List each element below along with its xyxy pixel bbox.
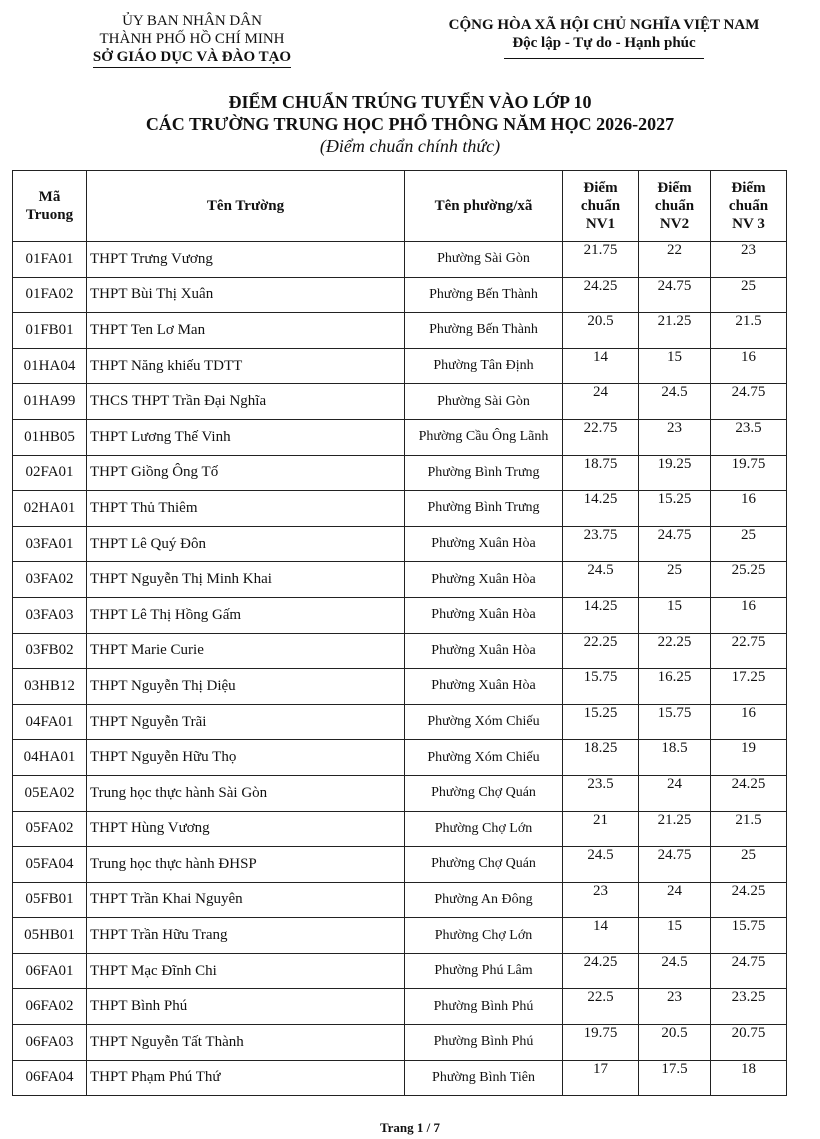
table-row bbox=[13, 882, 787, 918]
school-name-cell: THPT Lương Thế Vinh bbox=[87, 419, 405, 455]
school-code-cell: 05HB01 bbox=[13, 918, 87, 954]
col-header-nv3: Điểm chuẩn NV 3 bbox=[711, 171, 787, 242]
score-nv1-cell: 18.75 bbox=[563, 455, 639, 491]
national-header bbox=[418, 16, 790, 59]
score-nv1-cell: 15.75 bbox=[563, 669, 639, 705]
title-line-2: CÁC TRƯỜNG TRUNG HỌC PHỔ THÔNG NĂM HỌC 2026-2027 bbox=[145, 114, 675, 134]
school-name-cell: THPT Phạm Phú Thứ bbox=[87, 1060, 405, 1096]
score-nv1-cell: 20.5 bbox=[563, 313, 639, 349]
school-code-cell: 05FA02 bbox=[13, 811, 87, 847]
ward-cell: Phường Xóm Chiếu bbox=[405, 740, 563, 776]
school-code-cell: 01FA02 bbox=[13, 277, 87, 313]
school-name-cell: THPT Trưng Vương bbox=[87, 242, 405, 278]
school-name-cell: THPT Ten Lơ Man bbox=[87, 313, 405, 349]
ward-cell: Phường An Đông bbox=[405, 882, 563, 918]
table-row bbox=[13, 633, 787, 669]
school-code-cell: 05FB01 bbox=[13, 882, 87, 918]
ward-cell: Phường Bình Trưng bbox=[405, 455, 563, 491]
score-nv3-cell: 25 bbox=[711, 277, 787, 313]
table-header-row bbox=[13, 171, 787, 242]
score-nv3-cell: 24.75 bbox=[711, 384, 787, 420]
table-row bbox=[13, 562, 787, 598]
table-row bbox=[13, 597, 787, 633]
score-nv1-cell: 24.5 bbox=[563, 847, 639, 883]
school-code-cell: 05FA04 bbox=[13, 847, 87, 883]
school-name-cell: THPT Trần Hữu Trang bbox=[87, 918, 405, 954]
school-code-cell: 03FA01 bbox=[13, 526, 87, 562]
score-nv1-cell: 24.25 bbox=[563, 953, 639, 989]
score-nv2-cell: 15 bbox=[639, 918, 711, 954]
score-nv1-cell: 22.75 bbox=[563, 419, 639, 455]
score-nv1-cell: 15.25 bbox=[563, 704, 639, 740]
national-motto: Độc lập - Tự do - Hạnh phúc bbox=[504, 34, 703, 59]
col-header-school: Tên Trường bbox=[87, 171, 405, 242]
issuer-line-1: ỦY BAN NHÂN DÂN bbox=[122, 13, 262, 29]
score-nv2-cell: 25 bbox=[639, 562, 711, 598]
score-nv3-cell: 24.25 bbox=[711, 882, 787, 918]
score-nv2-cell: 24 bbox=[639, 882, 711, 918]
school-code-cell: 06FA04 bbox=[13, 1060, 87, 1096]
score-nv2-cell: 24.75 bbox=[639, 847, 711, 883]
table-row bbox=[13, 242, 787, 278]
col-header-nv1: Điểm chuẩn NV1 bbox=[563, 171, 639, 242]
table-row bbox=[13, 491, 787, 527]
table-row bbox=[13, 669, 787, 705]
score-nv3-cell: 24.75 bbox=[711, 953, 787, 989]
score-nv3-cell: 18 bbox=[711, 1060, 787, 1096]
score-nv1-cell: 14.25 bbox=[563, 491, 639, 527]
school-code-cell: 03FA03 bbox=[13, 597, 87, 633]
table-row bbox=[13, 847, 787, 883]
school-name-cell: THPT Bình Phú bbox=[87, 989, 405, 1025]
score-nv2-cell: 19.25 bbox=[639, 455, 711, 491]
score-nv3-cell: 20.75 bbox=[711, 1025, 787, 1061]
score-nv1-cell: 14 bbox=[563, 918, 639, 954]
ward-cell: Phường Bình Phú bbox=[405, 989, 563, 1025]
score-nv2-cell: 22.25 bbox=[639, 633, 711, 669]
score-nv3-cell: 19 bbox=[711, 740, 787, 776]
ward-cell: Phường Phú Lâm bbox=[405, 953, 563, 989]
school-code-cell: 02HA01 bbox=[13, 491, 87, 527]
school-name-cell: THPT Nguyễn Thị Diệu bbox=[87, 669, 405, 705]
ward-cell: Phường Chợ Lớn bbox=[405, 811, 563, 847]
score-nv3-cell: 25 bbox=[711, 847, 787, 883]
school-name-cell: THPT Lê Quý Đôn bbox=[87, 526, 405, 562]
school-code-cell: 06FA03 bbox=[13, 1025, 87, 1061]
school-name-cell: THPT Nguyễn Thị Minh Khai bbox=[87, 562, 405, 598]
score-nv3-cell: 17.25 bbox=[711, 669, 787, 705]
ward-cell: Phường Chợ Quán bbox=[405, 847, 563, 883]
table-row bbox=[13, 526, 787, 562]
col-header-code: Mã Truong bbox=[13, 171, 87, 242]
school-name-cell: Trung học thực hành Sài Gòn bbox=[87, 775, 405, 811]
score-nv1-cell: 14.25 bbox=[563, 597, 639, 633]
score-nv3-cell: 22.75 bbox=[711, 633, 787, 669]
score-nv2-cell: 17.5 bbox=[639, 1060, 711, 1096]
col-header-nv2: Điểm chuẩn NV2 bbox=[639, 171, 711, 242]
table-row bbox=[13, 419, 787, 455]
school-name-cell: THPT Lê Thị Hồng Gấm bbox=[87, 597, 405, 633]
school-name-cell: THPT Năng khiếu TDTT bbox=[87, 348, 405, 384]
score-nv3-cell: 25.25 bbox=[711, 562, 787, 598]
score-nv3-cell: 23.5 bbox=[711, 419, 787, 455]
score-nv1-cell: 21.75 bbox=[563, 242, 639, 278]
school-code-cell: 03FB02 bbox=[13, 633, 87, 669]
school-code-cell: 01FB01 bbox=[13, 313, 87, 349]
school-code-cell: 01FA01 bbox=[13, 242, 87, 278]
score-nv1-cell: 24 bbox=[563, 384, 639, 420]
title-line-1: ĐIỂM CHUẨN TRÚNG TUYỂN VÀO LỚP 10 bbox=[228, 92, 592, 112]
ward-cell: Phường Bến Thành bbox=[405, 277, 563, 313]
school-code-cell: 01HB05 bbox=[13, 419, 87, 455]
score-nv1-cell: 22.25 bbox=[563, 633, 639, 669]
score-nv1-cell: 23.75 bbox=[563, 526, 639, 562]
ward-cell: Phường Xuân Hòa bbox=[405, 597, 563, 633]
document-title bbox=[0, 91, 820, 135]
table-row bbox=[13, 455, 787, 491]
school-name-cell: THPT Nguyễn Trãi bbox=[87, 704, 405, 740]
score-nv3-cell: 24.25 bbox=[711, 775, 787, 811]
school-name-cell: THPT Trần Khai Nguyên bbox=[87, 882, 405, 918]
score-nv1-cell: 23.5 bbox=[563, 775, 639, 811]
table-row bbox=[13, 1060, 787, 1096]
score-nv2-cell: 16.25 bbox=[639, 669, 711, 705]
score-nv2-cell: 24.75 bbox=[639, 526, 711, 562]
score-nv2-cell: 24.5 bbox=[639, 953, 711, 989]
school-name-cell: THPT Mạc Đĩnh Chi bbox=[87, 953, 405, 989]
ward-cell: Phường Xuân Hòa bbox=[405, 526, 563, 562]
ward-cell: Phường Bình Phú bbox=[405, 1025, 563, 1061]
col-header-ward: Tên phường/xã bbox=[405, 171, 563, 242]
score-nv3-cell: 25 bbox=[711, 526, 787, 562]
school-code-cell: 01HA04 bbox=[13, 348, 87, 384]
score-nv2-cell: 24.75 bbox=[639, 277, 711, 313]
score-nv1-cell: 21 bbox=[563, 811, 639, 847]
school-code-cell: 02FA01 bbox=[13, 455, 87, 491]
school-name-cell: THPT Hùng Vương bbox=[87, 811, 405, 847]
school-code-cell: 06FA02 bbox=[13, 989, 87, 1025]
table-row bbox=[13, 918, 787, 954]
table-row bbox=[13, 775, 787, 811]
ward-cell: Phường Sài Gòn bbox=[405, 242, 563, 278]
table-row bbox=[13, 1025, 787, 1061]
score-nv2-cell: 24 bbox=[639, 775, 711, 811]
score-nv3-cell: 19.75 bbox=[711, 455, 787, 491]
ward-cell: Phường Xuân Hòa bbox=[405, 669, 563, 705]
school-name-cell: THPT Thủ Thiêm bbox=[87, 491, 405, 527]
score-nv1-cell: 14 bbox=[563, 348, 639, 384]
school-code-cell: 04HA01 bbox=[13, 740, 87, 776]
score-nv2-cell: 15 bbox=[639, 597, 711, 633]
ward-cell: Phường Cầu Ông Lãnh bbox=[405, 419, 563, 455]
ward-cell: Phường Bến Thành bbox=[405, 313, 563, 349]
score-nv3-cell: 16 bbox=[711, 597, 787, 633]
score-nv2-cell: 18.5 bbox=[639, 740, 711, 776]
table-row bbox=[13, 811, 787, 847]
score-nv2-cell: 15 bbox=[639, 348, 711, 384]
score-nv2-cell: 15.25 bbox=[639, 491, 711, 527]
ward-cell: Phường Xuân Hòa bbox=[405, 633, 563, 669]
score-nv3-cell: 21.5 bbox=[711, 313, 787, 349]
table-row bbox=[13, 313, 787, 349]
score-nv2-cell: 22 bbox=[639, 242, 711, 278]
ward-cell: Phường Bình Trưng bbox=[405, 491, 563, 527]
score-nv2-cell: 21.25 bbox=[639, 811, 711, 847]
ward-cell: Phường Xóm Chiếu bbox=[405, 704, 563, 740]
score-nv1-cell: 24.25 bbox=[563, 277, 639, 313]
score-nv3-cell: 23 bbox=[711, 242, 787, 278]
score-nv3-cell: 16 bbox=[711, 348, 787, 384]
table-row bbox=[13, 704, 787, 740]
school-name-cell: THPT Giồng Ông Tố bbox=[87, 455, 405, 491]
school-name-cell: THPT Nguyễn Hữu Thọ bbox=[87, 740, 405, 776]
score-nv2-cell: 23 bbox=[639, 989, 711, 1025]
ward-cell: Phường Xuân Hòa bbox=[405, 562, 563, 598]
admission-score-table bbox=[12, 170, 787, 1096]
score-nv3-cell: 21.5 bbox=[711, 811, 787, 847]
score-nv2-cell: 21.25 bbox=[639, 313, 711, 349]
table-row bbox=[13, 953, 787, 989]
school-code-cell: 05EA02 bbox=[13, 775, 87, 811]
table-row bbox=[13, 277, 787, 313]
issuer-header bbox=[62, 12, 322, 68]
document-subtitle: (Điểm chuẩn chính thức) bbox=[319, 136, 501, 156]
score-nv3-cell: 15.75 bbox=[711, 918, 787, 954]
ward-cell: Phường Sài Gòn bbox=[405, 384, 563, 420]
score-nv2-cell: 23 bbox=[639, 419, 711, 455]
table-row bbox=[13, 384, 787, 420]
score-nv1-cell: 17 bbox=[563, 1060, 639, 1096]
table-row bbox=[13, 989, 787, 1025]
school-code-cell: 01HA99 bbox=[13, 384, 87, 420]
ward-cell: Phường Tân Định bbox=[405, 348, 563, 384]
national-name: CỘNG HÒA XÃ HỘI CHỦ NGHĨA VIỆT NAM bbox=[448, 17, 760, 33]
school-name-cell: Trung học thực hành ĐHSP bbox=[87, 847, 405, 883]
issuer-line-2: THÀNH PHỐ HỒ CHÍ MINH bbox=[99, 31, 285, 47]
page-number: Trang 1 / 7 bbox=[379, 1120, 441, 1135]
ward-cell: Phường Bình Tiên bbox=[405, 1060, 563, 1096]
score-nv2-cell: 15.75 bbox=[639, 704, 711, 740]
ward-cell: Phường Chợ Lớn bbox=[405, 918, 563, 954]
issuer-department: SỞ GIÁO DỤC VÀ ĐÀO TẠO bbox=[93, 48, 291, 68]
school-name-cell: THPT Bùi Thị Xuân bbox=[87, 277, 405, 313]
ward-cell: Phường Chợ Quán bbox=[405, 775, 563, 811]
school-name-cell: THCS THPT Trần Đại Nghĩa bbox=[87, 384, 405, 420]
table-row bbox=[13, 348, 787, 384]
score-nv3-cell: 16 bbox=[711, 704, 787, 740]
score-nv1-cell: 23 bbox=[563, 882, 639, 918]
score-nv1-cell: 19.75 bbox=[563, 1025, 639, 1061]
school-code-cell: 04FA01 bbox=[13, 704, 87, 740]
score-nv1-cell: 24.5 bbox=[563, 562, 639, 598]
score-nv1-cell: 18.25 bbox=[563, 740, 639, 776]
score-nv1-cell: 22.5 bbox=[563, 989, 639, 1025]
school-code-cell: 06FA01 bbox=[13, 953, 87, 989]
score-nv2-cell: 20.5 bbox=[639, 1025, 711, 1061]
table-body bbox=[13, 242, 787, 1096]
school-name-cell: THPT Nguyễn Tất Thành bbox=[87, 1025, 405, 1061]
score-nv3-cell: 23.25 bbox=[711, 989, 787, 1025]
school-code-cell: 03FA02 bbox=[13, 562, 87, 598]
score-nv2-cell: 24.5 bbox=[639, 384, 711, 420]
school-name-cell: THPT Marie Curie bbox=[87, 633, 405, 669]
table-row bbox=[13, 740, 787, 776]
school-code-cell: 03HB12 bbox=[13, 669, 87, 705]
score-nv3-cell: 16 bbox=[711, 491, 787, 527]
